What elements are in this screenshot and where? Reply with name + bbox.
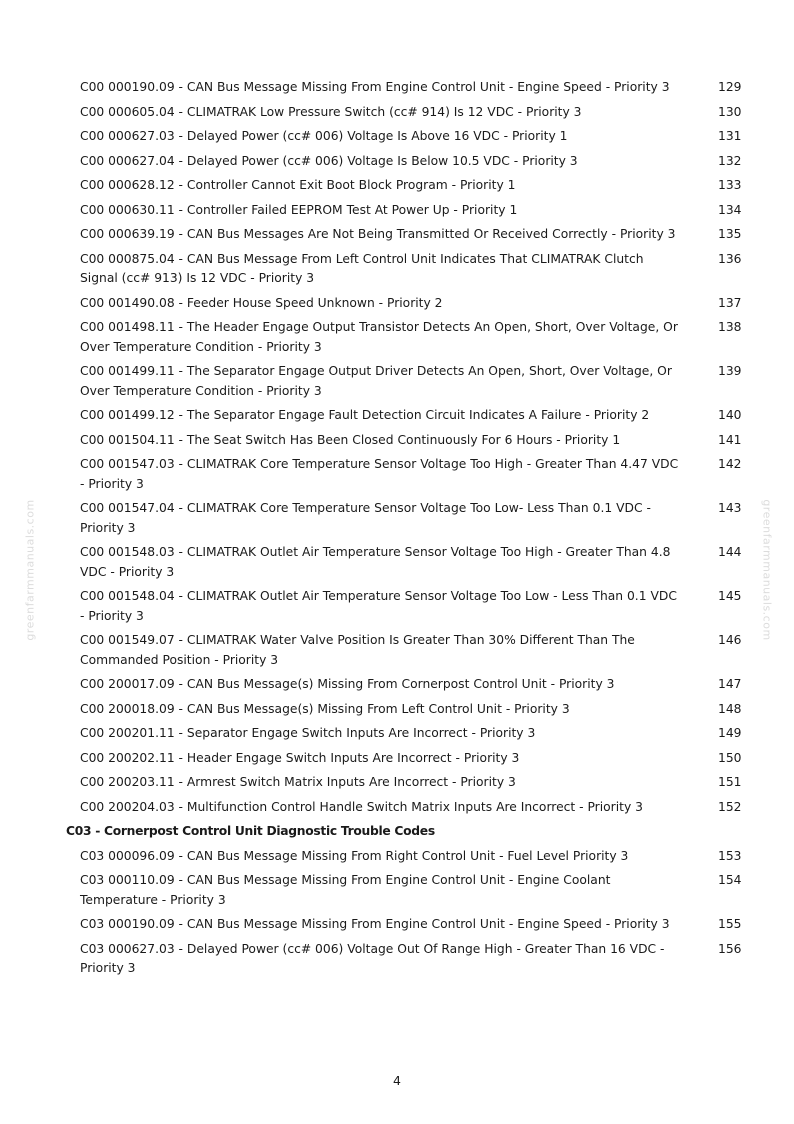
toc-entry-page: 138 (718, 320, 742, 334)
toc-entry-title: C03 000190.09 - CAN Bus Message Missing From Engine Control Unit - Engine Speed - Priority 3 (80, 917, 670, 931)
toc-entry[interactable] (0, 362, 794, 401)
toc-entry[interactable] (0, 176, 794, 196)
toc-entry-page: 135 (718, 227, 742, 241)
toc-entry-title: C00 000605.04 - CLIMATRAK Low Pressure Switch (cc# 914) Is 12 VDC - Priority 3 (80, 104, 582, 119)
toc-entry-title: C00 000627.03 - Delayed Power (cc# 006) Voltage Is Above 16 VDC - Priority 1 (80, 129, 568, 143)
toc-entry-page: 137 (718, 295, 742, 310)
toc-entry-page: 155 (718, 917, 742, 931)
toc-entry[interactable] (0, 103, 794, 123)
toc-entry-page: 129 (718, 80, 742, 94)
toc-entry-page: 154 (718, 873, 742, 887)
toc-section-c00-entries (0, 78, 794, 817)
page-number: 4 (393, 1073, 401, 1088)
toc-entry-title: C00 200018.09 - CAN Bus Message(s) Missing From Left Control Unit - Priority 3 (80, 701, 570, 716)
toc-entry-title: C00 001498.11 - The Header Engage Output Transistor Detects An Open, Short, Over Voltage, Or Over Temperature Condition - Priority 3 (80, 320, 678, 354)
toc-entry-page: 149 (718, 726, 742, 740)
toc-entry-title: C00 001548.03 - CLIMATRAK Outlet Air Temperature Sensor Voltage Too High - Greater Than 4.8 VDC - Priority 3 (80, 545, 671, 579)
toc-entry-page: 156 (718, 941, 742, 956)
toc-entry-page: 142 (718, 457, 742, 471)
toc-entry[interactable] (0, 250, 794, 289)
toc-entry-title: C03 000096.09 - CAN Bus Message Missing From Right Control Unit - Fuel Level Priority 3 (80, 848, 629, 863)
toc-entry[interactable] (0, 499, 794, 538)
toc-entry[interactable] (0, 294, 794, 314)
toc-entry-page: 144 (718, 545, 742, 559)
toc-entry-page: 139 (718, 364, 742, 378)
toc-entry-page: 136 (718, 251, 742, 266)
toc-entry-title: C00 000190.09 - CAN Bus Message Missing From Engine Control Unit - Engine Speed - Priority 3 (80, 80, 670, 94)
toc-entry-title: C00 001499.12 - The Separator Engage Fault Detection Circuit Indicates A Failure - Priority 2 (80, 408, 650, 422)
toc-entry-title: C03 000627.03 - Delayed Power (cc# 006) Voltage Out Of Range High - Greater Than 16 VDC - Priority 3 (80, 941, 665, 975)
toc-entry-page: 152 (718, 799, 742, 814)
watermark-left: greenfarmmanuals.com (23, 499, 37, 641)
toc-entry-page: 130 (718, 104, 742, 119)
toc-entry[interactable] (0, 127, 794, 147)
toc-entry-title: C00 001490.08 - Feeder House Speed Unknown - Priority 2 (80, 295, 443, 310)
toc-entry[interactable] (0, 318, 794, 357)
toc-entry-page: 133 (718, 178, 742, 192)
toc-entry-page: 147 (718, 677, 742, 691)
toc-entry[interactable] (0, 847, 794, 867)
toc-entry[interactable] (0, 798, 794, 818)
toc-entry[interactable] (0, 724, 794, 744)
toc-entry[interactable] (0, 773, 794, 793)
toc-entry-title: C00 001547.03 - CLIMATRAK Core Temperature Sensor Voltage Too High - Greater Than 4.47 VDC - Priority 3 (80, 457, 679, 491)
toc-entry-page: 143 (718, 501, 742, 515)
toc-entry-page: 134 (718, 202, 742, 217)
toc-entry-page: 145 (718, 589, 742, 603)
toc-entry-page: 146 (718, 633, 742, 647)
toc-entry[interactable] (0, 201, 794, 221)
toc-entry-title: C00 000875.04 - CAN Bus Message From Left Control Unit Indicates That CLIMATRAK Clutch Signal (cc# 913) Is 12 VDC - Priority 3 (80, 251, 644, 285)
toc-entry-title: C00 200201.11 - Separator Engage Switch Inputs Are Incorrect - Priority 3 (80, 726, 536, 740)
toc-entry-title: C00 200202.11 - Header Engage Switch Inputs Are Incorrect - Priority 3 (80, 750, 520, 765)
toc-entry-title: C00 000628.12 - Controller Cannot Exit Boot Block Program - Priority 1 (80, 178, 516, 192)
table-of-contents (0, 78, 794, 984)
toc-entry[interactable] (0, 940, 794, 979)
toc-entry[interactable] (0, 455, 794, 494)
toc-entry-page: 148 (718, 701, 742, 716)
toc-entry-page: 150 (718, 750, 742, 765)
toc-entry-title: C00 000639.19 - CAN Bus Messages Are Not Being Transmitted Or Received Correctly - Priority 3 (80, 227, 676, 241)
toc-section-heading[interactable]: C03 - Cornerpost Control Unit Diagnostic Trouble Codes (66, 824, 435, 838)
toc-entry-title: C00 001548.04 - CLIMATRAK Outlet Air Temperature Sensor Voltage Too Low - Less Than 0.1 VDC - Priority 3 (80, 589, 677, 623)
toc-entry-title: C00 001549.07 - CLIMATRAK Water Valve Position Is Greater Than 30% Different Than The Commanded Position - Priority 3 (80, 633, 635, 667)
toc-entry[interactable] (0, 152, 794, 172)
toc-entry-page: 153 (718, 848, 742, 863)
toc-entry[interactable] (0, 225, 794, 245)
toc-entry[interactable] (0, 915, 794, 935)
toc-entry-title: C00 200017.09 - CAN Bus Message(s) Missing From Cornerpost Control Unit - Priority 3 (80, 677, 615, 691)
toc-entry-page: 132 (718, 153, 742, 168)
toc-entry-title: C00 000627.04 - Delayed Power (cc# 006) Voltage Is Below 10.5 VDC - Priority 3 (80, 153, 578, 168)
toc-entry[interactable] (0, 631, 794, 670)
toc-entry-title: C03 000110.09 - CAN Bus Message Missing From Engine Control Unit - Engine Coolant Temperature - Priority 3 (80, 873, 611, 907)
toc-entry[interactable] (0, 871, 794, 910)
toc-entry-title: C00 200204.03 - Multifunction Control Handle Switch Matrix Inputs Are Incorrect - Priority 3 (80, 799, 643, 814)
toc-entry-page: 140 (718, 408, 742, 422)
toc-entry[interactable] (0, 78, 794, 98)
toc-entry-page: 151 (718, 775, 742, 789)
toc-entry[interactable] (0, 406, 794, 426)
toc-entry-title: C00 200203.11 - Armrest Switch Matrix Inputs Are Incorrect - Priority 3 (80, 775, 516, 789)
toc-section-c03-entries (0, 847, 794, 979)
toc-entry[interactable] (0, 700, 794, 720)
toc-entry[interactable] (0, 675, 794, 695)
toc-entry[interactable] (0, 587, 794, 626)
toc-entry[interactable] (0, 431, 794, 451)
toc-entry-title: C00 000630.11 - Controller Failed EEPROM Test At Power Up - Priority 1 (80, 202, 518, 217)
toc-entry[interactable] (0, 749, 794, 769)
toc-entry-title: C00 001504.11 - The Seat Switch Has Been Closed Continuously For 6 Hours - Priority 1 (80, 432, 621, 447)
toc-entry-title: C00 001547.04 - CLIMATRAK Core Temperature Sensor Voltage Too Low- Less Than 0.1 VDC - Priority 3 (80, 501, 651, 535)
toc-entry-title: C00 001499.11 - The Separator Engage Output Driver Detects An Open, Short, Over Voltage, Or Over Temperature Condition - Priority 3 (80, 364, 672, 398)
toc-entry-page: 141 (718, 432, 742, 447)
toc-entry[interactable] (0, 543, 794, 582)
watermark-right: greenfarmmanuals.com (760, 499, 774, 641)
toc-entry-page: 131 (718, 129, 742, 143)
